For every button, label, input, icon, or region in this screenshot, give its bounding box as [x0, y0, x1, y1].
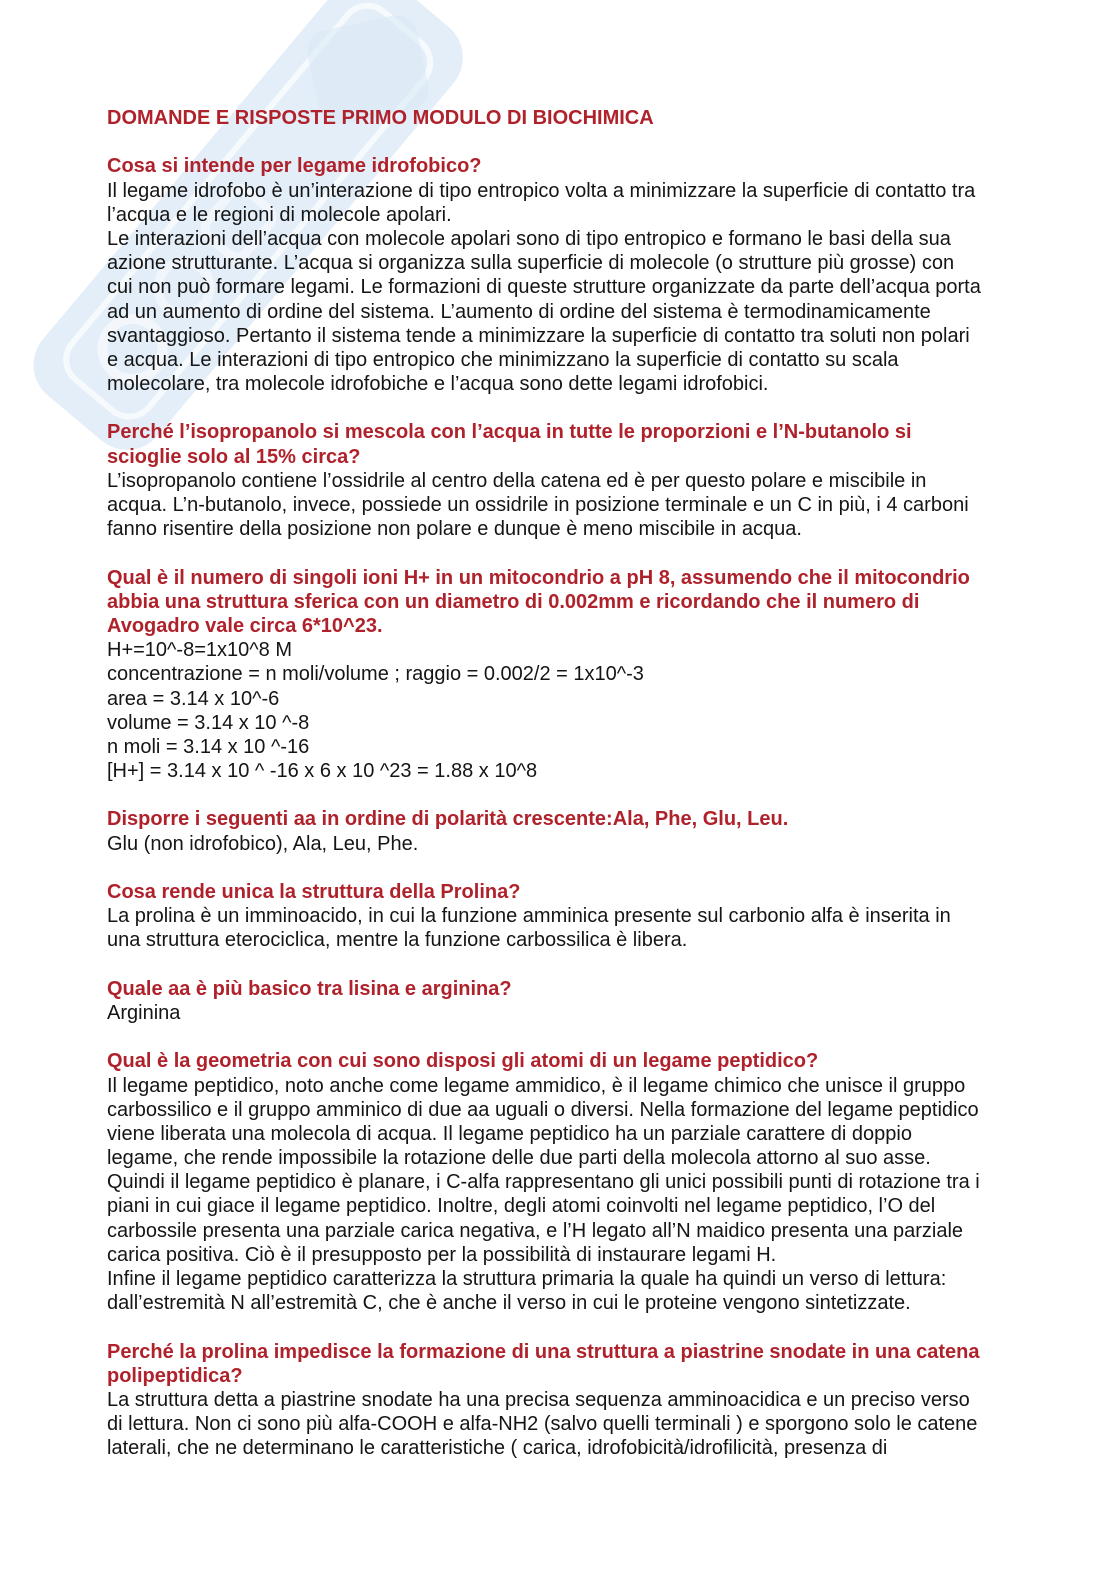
answer-line: [H+] = 3.14 x 10 ^ -16 x 6 x 10 ^23 = 1.88 x 10^8 — [107, 760, 538, 783]
answer-line: concentrazione = n moli/volume ; raggio = 0.002/2 = 1x10^-3 — [107, 663, 644, 686]
answer-line: fanno risentire della posizione non polare e dunque è meno miscibile in acqua. — [107, 518, 802, 541]
qa-section — [107, 880, 1067, 953]
question-line: Avogadro vale circa 6*10^23. — [107, 614, 383, 637]
answer-line: e acqua. Le interazioni di tipo entropico che minimizzano la superficie di contatto su scala — [107, 348, 899, 371]
question-line: Cosa si intende per legame idrofobico? — [107, 155, 482, 178]
answer-line: carbossile presenta una parziale carica negativa, e l’H legato all’N maidico presenta una parziale — [107, 1219, 964, 1242]
answer-line: area = 3.14 x 10^-6 — [107, 687, 280, 710]
answer-line: l’acqua e le regioni di molecole apolari. — [107, 203, 452, 226]
answer-line: ad un aumento di ordine del sistema. L’aumento di ordine del sistema è termodinamicamente — [107, 300, 931, 323]
answer-line: volume = 3.14 x 10 ^-8 — [107, 711, 310, 734]
question-line: Disporre i seguenti aa in ordine di polarità crescente:Ala, Phe, Glu, Leu. — [107, 808, 789, 831]
document-title: DOMANDE E RISPOSTE PRIMO MODULO DI BIOCHIMICA — [107, 107, 654, 129]
answer-line: Infine il legame peptidico caratterizza la struttura primaria la quale ha quindi un verso di lettura: — [107, 1268, 947, 1290]
question-line: polipeptidica? — [107, 1364, 243, 1387]
answer-line: Quindi il legame peptidico è planare, i C-alfa rappresentano gli unici possibili punti di rotazione tra i — [107, 1171, 980, 1194]
answer-line: svantaggioso. Pertanto il sistema tende a minimizzare la superficie di contatto tra soluti non polari — [107, 324, 970, 347]
answer-line: carica positiva. Ciò è il presupposto per la possibilità di instaurare legami H. — [107, 1243, 777, 1266]
question-line: Cosa rende unica la struttura della Prolina? — [107, 881, 521, 903]
answer-line: Il legame idrofobo è un’interazione di tipo entropico volta a minimizzare la superficie di contatto tra — [107, 179, 976, 202]
answer-line: laterali, che ne determinano le caratteristiche ( carica, idrofobicità/idrofilicità, presenza di — [107, 1437, 888, 1460]
question-line: Quale aa è più basico tra lisina e arginina? — [107, 977, 512, 1000]
qa-section — [107, 1049, 1067, 1315]
answer-line: La struttura detta a piastrine snodate ha una precisa sequenza amminoacidica e un preciso verso — [107, 1388, 970, 1411]
answer-line: acqua. L’n-butanolo, invece, possiede un ossidrile in posizione terminale e un C in più, i 4 carboni — [107, 494, 969, 516]
question-line: Perché l’isopropanolo si mescola con l’acqua in tutte le proporzioni e l’N-butanolo si — [107, 421, 912, 444]
answer-line: cui non può formare legami. Le formazioni di queste strutture organizzate da parte dell’acqua porta — [107, 276, 981, 299]
answer-line: piani in cui giace il legame peptidico. Inoltre, degli atomi coinvolti nel legame peptidico, l’O del — [107, 1195, 936, 1218]
question-line: scioglie solo al 15% circa? — [107, 445, 361, 468]
answer-line: viene liberata una molecola di acqua. Il legame peptidico ha un parziale carattere di doppio — [107, 1122, 912, 1145]
document-page — [107, 106, 1067, 1461]
qa-section — [107, 154, 1067, 396]
answer-line: di lettura. Non ci sono più alfa-COOH e alfa-NH2 (salvo quelli terminali ) e sporgono solo le catene — [107, 1413, 978, 1436]
qa-section — [107, 420, 1067, 541]
answer-line: azione strutturante. L’acqua si organizza sulla superficie di molecole (o strutture più grosse) con — [107, 252, 955, 275]
answer-line: una struttura eterociclica, mentre la funzione carbossilica è libera. — [107, 929, 688, 952]
answer-line: H+=10^-8=1x10^8 M — [107, 639, 292, 662]
qa-section — [107, 807, 1067, 855]
answer-line: molecolare, tra molecole idrofobiche e l’acqua sono dette legami idrofobici. — [107, 373, 769, 396]
answer-line: Il legame peptidico, noto anche come legame ammidico, è il legame chimico che unisce il gruppo — [107, 1074, 966, 1097]
qa-section — [107, 977, 1067, 1025]
answer-line: L’isopropanolo contiene l’ossidrile al centro della catena ed è per questo polare e miscibile in — [107, 469, 927, 492]
answer-line: legame, che rende impossibile la rotazione delle due parti della molecola attorno al suo asse. — [107, 1147, 931, 1170]
question-line: Perché la prolina impedisce la formazione di una struttura a piastrine snodate in una catena — [107, 1340, 980, 1363]
question-line: Qual è il numero di singoli ioni H+ in un mitocondrio a pH 8, assumendo che il mitocondrio — [107, 566, 970, 589]
answer-line: Le interazioni dell’acqua con molecole apolari sono di tipo entropico e formano le basi della sua — [107, 227, 951, 250]
answer-line: n moli = 3.14 x 10 ^-16 — [107, 735, 310, 758]
qa-section — [107, 1340, 1067, 1461]
answer-line: Glu (non idrofobico), Ala, Leu, Phe. — [107, 832, 419, 855]
answer-line: Arginina — [107, 1001, 181, 1024]
question-line: abbia una struttura sferica con un diametro di 0.002mm e ricordando che il numero di — [107, 590, 920, 613]
answer-line: La prolina è un imminoacido, in cui la funzione amminica presente sul carbonio alfa è inserita in — [107, 905, 951, 928]
answer-line: carbossilico e il gruppo amminico di due aa uguali o diversi. Nella formazione del legame peptidico — [107, 1098, 979, 1121]
qa-section — [107, 566, 1067, 784]
answer-line: dall’estremità N all’estremità C, che è anche il verso in cui le proteine vengono sintetizzate. — [107, 1292, 911, 1315]
question-line: Qual è la geometria con cui sono disposi gli atomi di un legame peptidico? — [107, 1050, 819, 1073]
